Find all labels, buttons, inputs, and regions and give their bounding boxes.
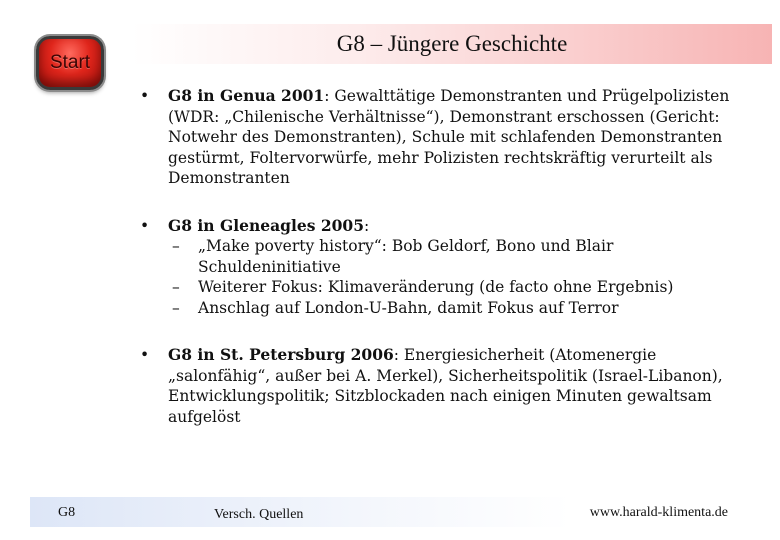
bullet-text: : Gewalttätige Demonstranten und Prügelpolizisten (WDR: „Chilenische Verhältnisse“), Demonstrant erschossen (Gericht: Notwehr des Demonstranten), Schule mit schlafenden Demonstranten gestürmt, Foltervorwürfe, mehr Polizisten rechtskräftig verurteilt als Demonstranten: [168, 87, 730, 187]
bullet-marker: •: [140, 216, 150, 235]
bullet-lead: G8 in Genua 2001: [168, 86, 325, 105]
footer-sources: Versch. Quellen: [214, 507, 304, 522]
sub-marker: –: [172, 278, 180, 296]
bullet-marker: •: [140, 87, 150, 105]
bullet-list: [140, 86, 750, 427]
bullet-text: : Energiesicherheit (Atomenergie „salonfähig“, außer bei A. Merkel), Sicherheitspolitik (Israel-Libanon), Entwicklungspolitik; Sitzblockaden nach einigen Minuten gewaltsam aufgelöst: [168, 346, 723, 426]
sub-marker: –: [172, 298, 180, 317]
bullet-lead: G8 in St. Petersburg 2006: [168, 345, 394, 364]
sub-item: [168, 277, 750, 298]
bullet-item-st-petersburg: [140, 345, 750, 427]
bullet-item-genua: [140, 86, 750, 189]
slide-title: G8 – Jüngere Geschichte: [336, 31, 568, 56]
sub-item-text: Weiterer Fokus: Klimaveränderung (de facto ohne Ergebnis): [198, 278, 674, 296]
sub-item: [168, 298, 750, 319]
start-button-label: Start: [49, 52, 91, 73]
footer-bar: [30, 497, 752, 527]
bullet-text: :: [363, 216, 370, 235]
footer-website: www.harald-klimenta.de: [589, 505, 728, 520]
sub-item-text: „Make poverty history“: Bob Geldorf, Bono und Blair Schuldeninitiative: [198, 237, 614, 276]
sub-list: [140, 236, 750, 318]
footer-topic: G8: [58, 505, 76, 520]
title-bar: [132, 24, 772, 64]
sub-marker: –: [172, 237, 180, 255]
start-button[interactable]: [36, 36, 104, 90]
sub-item: [168, 236, 750, 277]
bullet-item-gleneagles: [140, 216, 750, 237]
sub-item-text: Anschlag auf London-U-Bahn, damit Fokus auf Terror: [198, 298, 619, 317]
bullet-marker: •: [140, 346, 150, 364]
bullet-lead: G8 in Gleneagles 2005: [168, 215, 364, 235]
